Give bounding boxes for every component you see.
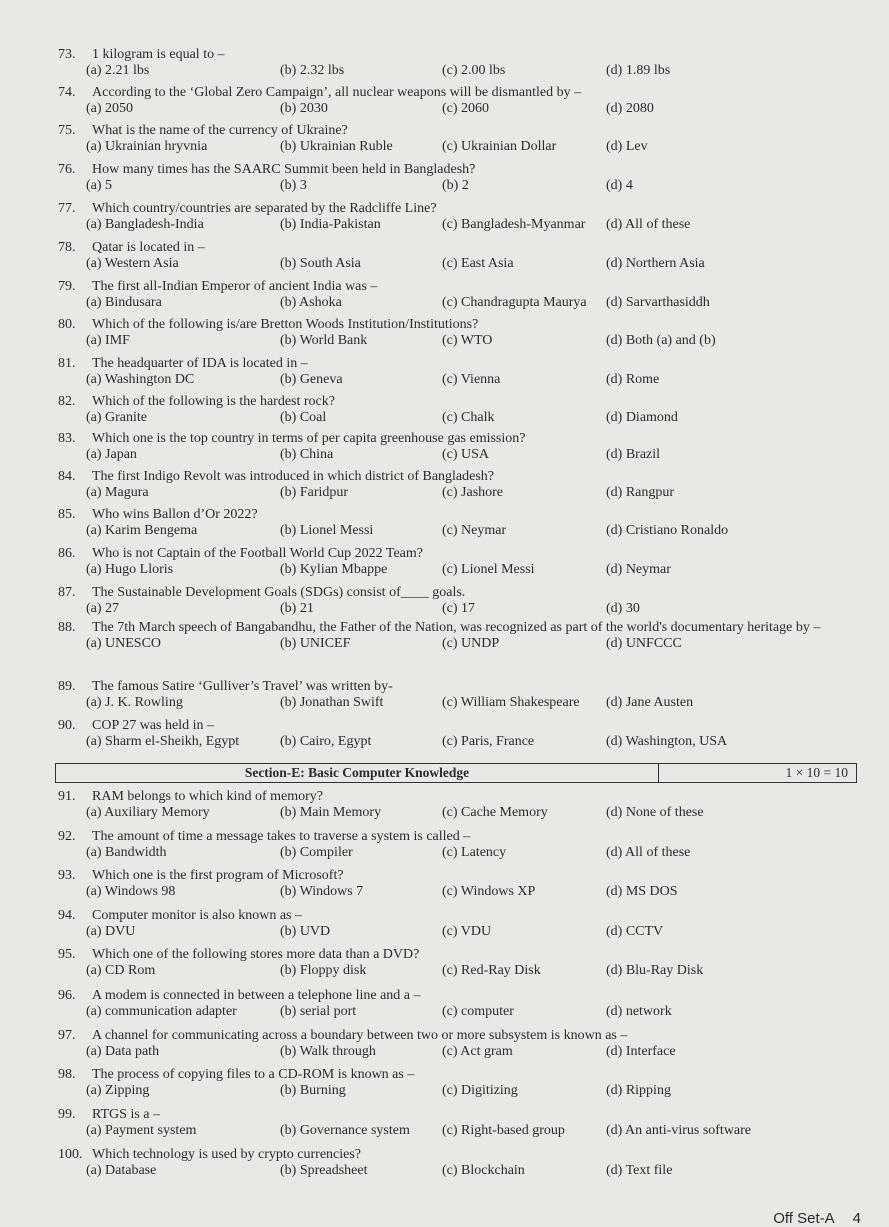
options-row [58,372,869,390]
question-stem [58,829,869,845]
question-number: 92. [58,829,76,844]
option-c: (c) VDU [442,924,492,939]
option-c: (c) UNDP [442,636,500,651]
options-row [58,884,869,902]
options-row [58,178,869,196]
question-80 [58,317,869,351]
question-text: How many times has the SAARC Summit been held in Bangladesh? [92,162,476,177]
options-row [58,295,869,313]
question-stem [58,356,869,372]
question-stem [58,988,869,1004]
question-95 [58,947,869,981]
option-c: (c) 17 [442,601,476,616]
question-text: RTGS is a – [92,1107,160,1122]
question-100 [58,1147,869,1181]
question-stem [58,507,869,523]
option-a: (a) Sharm el-Sheikh, Egypt [86,734,240,749]
option-c: (c) Windows XP [442,884,536,899]
question-92 [58,829,869,863]
question-number: 86. [58,546,76,561]
option-b: (b) Main Memory [280,805,382,820]
options-row [58,1123,869,1141]
option-c: (c) Neymar [442,523,507,538]
question-number: 83. [58,431,76,446]
question-text: According to the ‘Global Zero Campaign’, all nuclear weapons will be dismantled by – [92,85,582,100]
question-77 [58,201,869,235]
option-b: (b) serial port [280,1004,357,1019]
option-a: (a) communication adapter [86,1004,237,1019]
question-stem [58,1067,869,1083]
option-c: (b) 2 [442,178,469,193]
question-81 [58,356,869,390]
option-c: (c) 2060 [442,101,490,116]
question-stem [58,1028,869,1044]
option-d: (d) 4 [606,178,633,193]
options-row [58,63,869,81]
offset-label: Off Set-A [773,1210,835,1227]
options-row [58,139,869,157]
question-86 [58,546,869,580]
option-c: (c) Latency [442,845,507,860]
option-c: (c) Digitizing [442,1083,518,1098]
option-d: (d) Rangpur [606,485,675,500]
options-row [58,1044,869,1062]
question-text: 1 kilogram is equal to – [92,47,225,62]
option-b: (b) Faridpur [280,485,349,500]
options-row [58,734,869,752]
option-a: (a) Bandwidth [86,845,167,860]
option-a: (a) Western Asia [86,256,179,271]
question-99 [58,1107,869,1141]
option-b: (b) Geneva [280,372,343,387]
option-a: (a) Granite [86,410,148,425]
question-number: 100. [58,1147,83,1162]
question-74 [58,85,869,119]
option-b: (b) Cairo, Egypt [280,734,372,749]
option-b: (b) UVD [280,924,331,939]
options-row [58,805,869,823]
question-number: 96. [58,988,76,1003]
options-row [58,1004,869,1022]
question-text: Who is not Captain of the Football World Cup 2022 Team? [92,546,424,561]
question-stem [58,718,869,734]
options-row [58,562,869,580]
question-text: Which of the following is the hardest rock? [92,394,335,409]
option-d: (d) Ripping [606,1083,671,1098]
option-a: (a) Washington DC [86,372,195,387]
question-stem [58,317,869,333]
question-text: The process of copying files to a CD-ROM is known as – [92,1067,415,1082]
option-a: (a) Payment system [86,1123,197,1138]
option-a: (a) 27 [86,601,120,616]
question-stem [58,240,869,256]
page-number: 4 [852,1210,861,1227]
question-number: 81. [58,356,76,371]
question-number: 89. [58,679,76,694]
question-number: 93. [58,868,76,883]
option-a: (a) CD Rom [86,963,156,978]
question-number: 78. [58,240,76,255]
options-row [58,256,869,274]
question-75 [58,123,869,157]
question-text: Which technology is used by crypto currencies? [92,1147,362,1162]
option-b: (b) Spreadsheet [280,1163,368,1178]
option-c: (c) Chalk [442,410,495,425]
option-b: (b) Kylian Mbappe [280,562,388,577]
option-a: (a) Ukrainian hryvnia [86,139,208,154]
question-78 [58,240,869,274]
question-stem [58,394,869,410]
section-marks: 1 × 10 = 10 [785,765,848,780]
option-d: (d) Jane Austen [606,695,694,710]
question-text: Which one is the top country in terms of per capita greenhouse gas emission? [92,431,526,446]
option-c: (c) Cache Memory [442,805,548,820]
option-d: (d) Lev [606,139,648,154]
option-a: (a) 2050 [86,101,134,116]
option-d: (d) Northern Asia [606,256,705,271]
question-text: What is the name of the currency of Ukraine? [92,123,348,138]
question-text: Computer monitor is also known as – [92,908,302,923]
section-title: Section-E: Basic Computer Knowledge [244,765,470,780]
question-stem [58,123,869,139]
option-b: (b) 2.32 lbs [280,63,345,78]
option-a: (a) DVU [86,924,136,939]
question-85 [58,507,869,541]
option-c: (c) Lionel Messi [442,562,535,577]
question-stem [58,162,869,178]
option-d: (d) network [606,1004,672,1019]
question-number: 87. [58,585,76,600]
option-b: (b) Compiler [280,845,353,860]
option-b: (b) Walk through [280,1044,376,1059]
options-row [58,636,869,654]
options-row [58,845,869,863]
question-stem [58,469,869,485]
question-number: 75. [58,123,76,138]
question-stem [58,1147,869,1163]
option-b: (b) World Bank [280,333,368,348]
option-a: (a) IMF [86,333,130,348]
question-89 [58,679,869,713]
option-b: (b) Governance system [280,1123,410,1138]
options-row [58,695,869,713]
option-d: (d) UNFCCC [606,636,682,651]
option-c: (c) Red-Ray Disk [442,963,541,978]
option-c: (c) Vienna [442,372,501,387]
question-text: Which one is the first program of Microsoft? [92,868,344,883]
question-text: Who wins Ballon d’Or 2022? [92,507,258,522]
question-number: 94. [58,908,76,923]
question-stem [58,47,869,63]
question-73 [58,47,869,81]
option-d: (d) CCTV [606,924,664,939]
question-stem [58,1107,869,1123]
section-header [55,763,857,783]
option-c: (c) Right-based group [442,1123,565,1138]
question-stem [58,868,869,884]
option-c: (c) Ukrainian Dollar [442,139,557,154]
question-number: 99. [58,1107,76,1122]
option-d: (d) None of these [606,805,704,820]
question-text: The famous Satire ‘Gulliver’s Travel’ was written by- [92,679,393,694]
question-text: Which one of the following stores more data than a DVD? [92,947,420,962]
option-b: (b) Ukrainian Ruble [280,139,393,154]
option-d: (d) Brazil [606,447,661,462]
option-a: (a) Karim Bengema [86,523,198,538]
option-d: (d) Washington, USA [606,734,728,749]
question-text: A modem is connected in between a telephone line and a – [92,988,421,1003]
options-row [58,924,869,942]
question-number: 80. [58,317,76,332]
option-d: (d) Cristiano Ronaldo [606,523,729,538]
option-d: (d) Both (a) and (b) [606,333,716,348]
option-b: (b) Windows 7 [280,884,364,899]
option-c: (c) Act gram [442,1044,513,1059]
question-stem [58,546,869,562]
option-a: (a) J. K. Rowling [86,695,183,710]
option-a: (a) Zipping [86,1083,150,1098]
option-c: (c) Chandragupta Maurya [442,295,587,310]
question-text: COP 27 was held in – [92,718,214,733]
question-text: The amount of time a message takes to traverse a system is called – [92,829,471,844]
question-stem [58,585,869,601]
question-text: Which country/countries are separated by the Radcliffe Line? [92,201,437,216]
question-text: A channel for communicating across a boundary between two or more subsystem is known as – [92,1028,628,1043]
question-number: 76. [58,162,76,177]
question-79 [58,279,869,313]
option-c: (c) computer [442,1004,514,1019]
question-88 [58,620,869,654]
option-d: (d) Sarvarthasiddh [606,295,710,310]
option-b: (b) Floppy disk [280,963,367,978]
options-row [58,601,869,619]
question-97 [58,1028,869,1062]
question-96 [58,988,869,1022]
question-number: 97. [58,1028,76,1043]
options-row [58,333,869,351]
question-93 [58,868,869,902]
option-b: (b) China [280,447,334,462]
question-number: 95. [58,947,76,962]
question-text: The first Indigo Revolt was introduced in which district of Bangladesh? [92,469,495,484]
question-stem [58,679,869,695]
option-c: (c) Paris, France [442,734,535,749]
question-stem [58,908,869,924]
options-row [58,963,869,981]
option-d: (d) An anti-virus software [606,1123,752,1138]
option-a: (a) Bindusara [86,295,162,310]
option-c: (c) Bangladesh-Myanmar [442,217,586,232]
question-text: The Sustainable Development Goals (SDGs) consist of____ goals. [92,585,466,600]
option-a: (a) Hugo Lloris [86,562,174,577]
option-d: (d) Blu-Ray Disk [606,963,704,978]
option-c: (c) Blockchain [442,1163,525,1178]
option-a: (a) Windows 98 [86,884,176,899]
question-number: 82. [58,394,76,409]
question-91 [58,789,869,823]
question-87 [58,585,869,619]
question-stem [58,789,869,805]
question-text: RAM belongs to which kind of memory? [92,789,323,804]
options-row [58,523,869,541]
question-number: 90. [58,718,76,733]
option-d: (d) 30 [606,601,640,616]
option-b: (b) Coal [280,410,327,425]
option-a: (a) Data path [86,1044,160,1059]
option-d: (d) Interface [606,1044,676,1059]
question-number: 85. [58,507,76,522]
option-a: (a) Japan [86,447,137,462]
question-84 [58,469,869,503]
question-text: The headquarter of IDA is located in – [92,356,308,371]
option-c: (c) William Shakespeare [442,695,580,710]
option-a: (a) Magura [86,485,149,500]
option-d: (d) Text file [606,1163,673,1178]
option-c: (c) Jashore [442,485,504,500]
question-94 [58,908,869,942]
option-c: (c) East Asia [442,256,514,271]
option-c: (c) USA [442,447,490,462]
options-row [58,447,869,465]
question-stem [58,85,869,101]
option-a: (a) Auxiliary Memory [86,805,210,820]
question-number: 98. [58,1067,76,1082]
option-a: (a) 5 [86,178,113,193]
question-number: 84. [58,469,76,484]
option-d: (d) Neymar [606,562,671,577]
option-c: (c) 2.00 lbs [442,63,506,78]
question-stem [58,431,869,447]
question-text: Which of the following is/are Bretton Woods Institution/Institutions? [92,317,479,332]
option-b: (b) UNICEF [280,636,351,651]
question-number: 88. [58,620,76,635]
question-76 [58,162,869,196]
option-a: (a) Bangladesh-India [86,217,204,232]
options-row [58,101,869,119]
option-b: (b) India-Pakistan [280,217,381,232]
option-b: (b) Lionel Messi [280,523,374,538]
options-row [58,410,869,428]
options-row [58,485,869,503]
question-number: 91. [58,789,76,804]
option-d: (d) All of these [606,845,691,860]
option-b: (b) Burning [280,1083,346,1098]
option-b: (b) 3 [280,178,307,193]
question-stem [58,201,869,217]
question-number: 74. [58,85,76,100]
option-b: (b) 2030 [280,101,328,116]
option-a: (a) Database [86,1163,157,1178]
option-c: (c) WTO [442,333,493,348]
option-d: (d) Diamond [606,410,678,425]
question-number: 73. [58,47,76,62]
option-a: (a) UNESCO [86,636,162,651]
question-number: 79. [58,279,76,294]
question-90 [58,718,869,752]
option-a: (a) 2.21 lbs [86,63,150,78]
option-d: (d) Rome [606,372,660,387]
option-d: (d) MS DOS [606,884,678,899]
options-row [58,217,869,235]
section-divider [658,764,659,782]
option-b: (b) Jonathan Swift [280,695,384,710]
option-d: (d) All of these [606,217,691,232]
option-b: (b) 21 [280,601,314,616]
option-d: (d) 1.89 lbs [606,63,671,78]
question-text: The 7th March speech of Bangabandhu, the Father of the Nation, was recognized as part of the world's documentary heritage by – [92,620,821,635]
question-82 [58,394,869,428]
question-text: The first all-Indian Emperor of ancient India was – [92,279,378,294]
options-row [58,1163,869,1181]
options-row [58,1083,869,1101]
question-stem [58,947,869,963]
option-b: (b) Ashoka [280,295,342,310]
option-d: (d) 2080 [606,101,654,116]
question-stem [58,279,869,295]
question-number: 77. [58,201,76,216]
question-83 [58,431,869,465]
question-98 [58,1067,869,1101]
question-stem [58,620,869,636]
question-text: Qatar is located in – [92,240,205,255]
page-footer [755,1210,861,1227]
option-b: (b) South Asia [280,256,361,271]
